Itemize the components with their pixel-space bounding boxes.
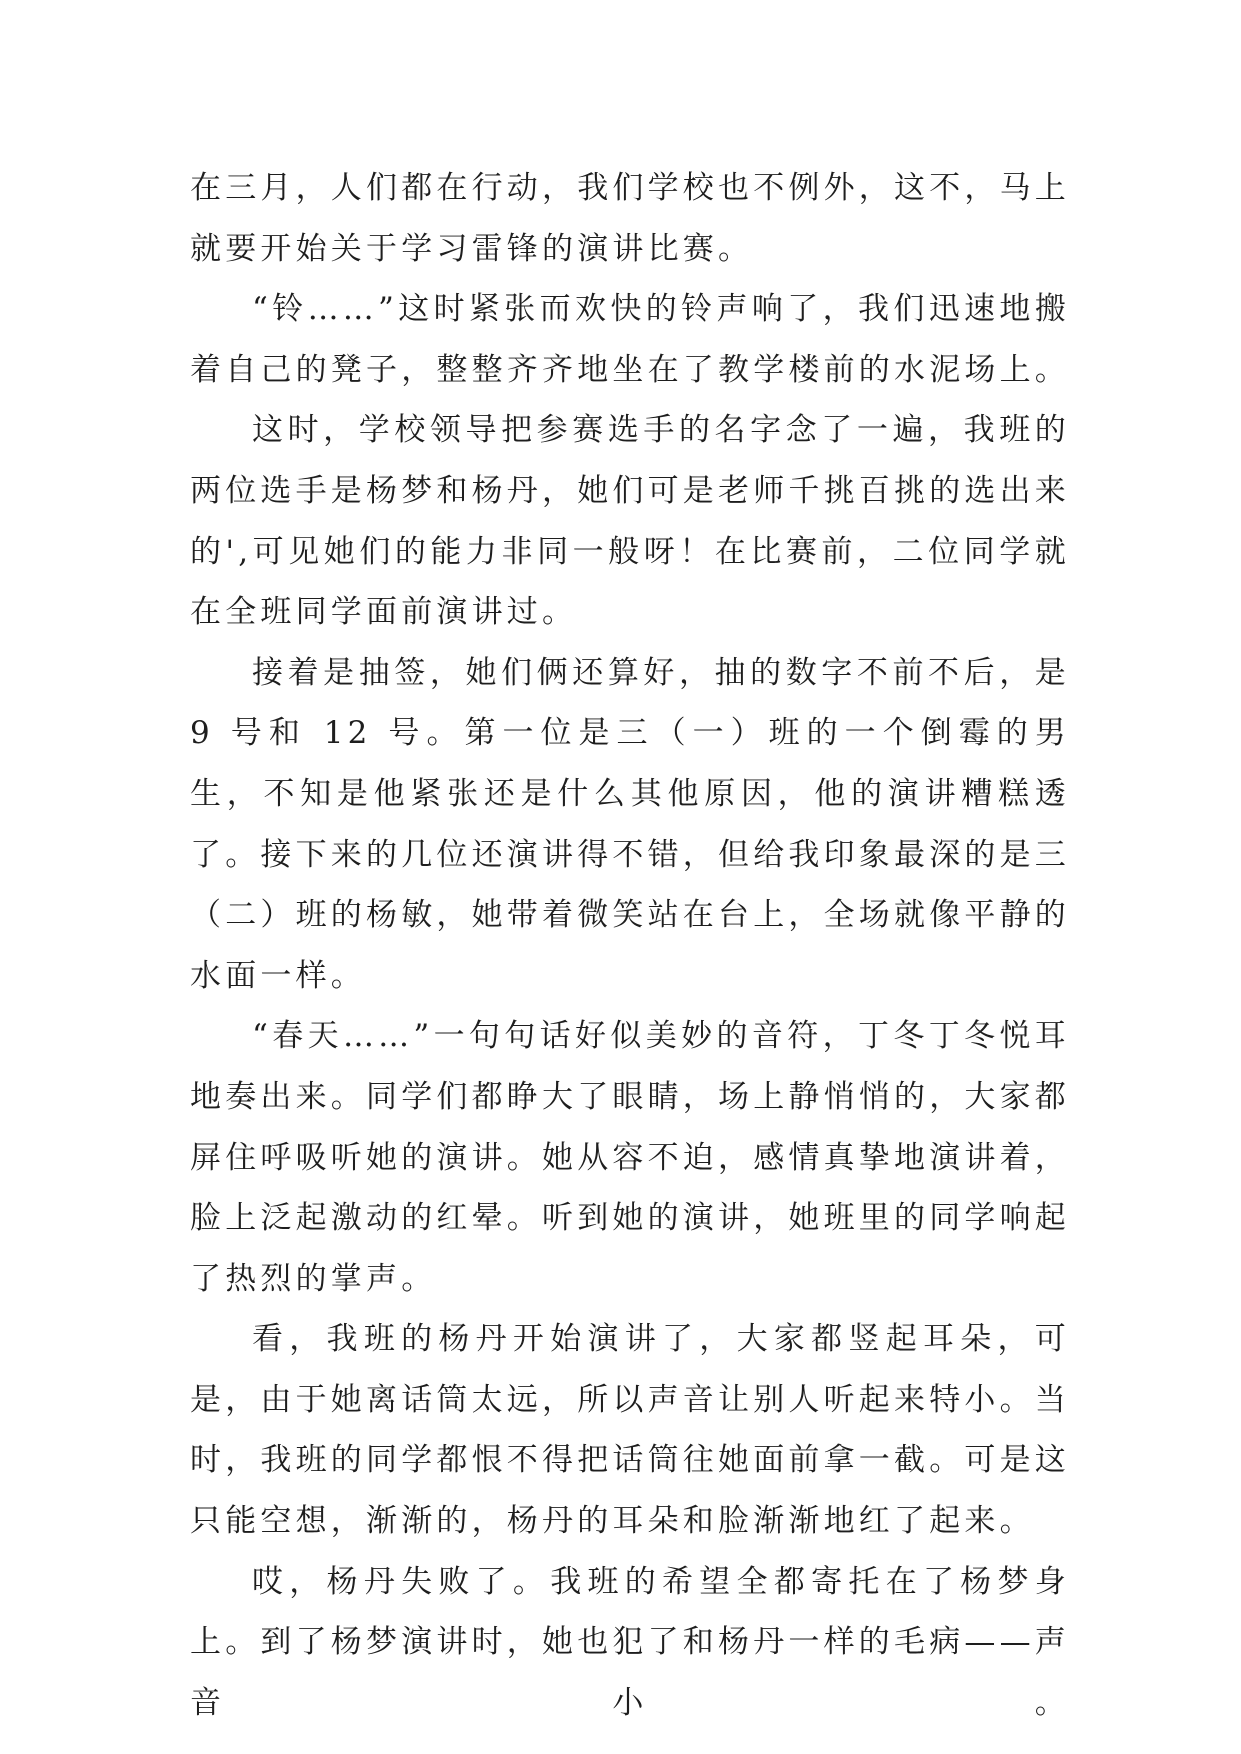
paragraph-3: 这时，学校领导把参赛选手的名字念了一遍，我班的两位选手是杨梦和杨丹，她们可是老师千挑百挑的选出来的',可见她们的能力非同一般呀！在比赛前，二位同学就在全班同学面前演讲过。 [190,412,1070,631]
paragraph-4: 接着是抽签，她们俩还算好，抽的数字不前不后，是 9 号和 12 号。第一位是三（一）班的一个倒霉的男生，不知是他紧张还是什么其他原因，他的演讲糟糕透了。接下来的几位还演讲得不错，但给我印象最深的是三（二）班的杨敏，她带着微笑站在台上，全场就像平静的水面一样。 [190,654,1070,994]
paragraph-5: “春天……”一句句话好似美妙的音符，丁冬丁冬悦耳地奏出来。同学们都睁大了眼睛，场上静悄悄的，大家都屏住呼吸听她的演讲。她从容不迫，感情真挚地演讲着，脸上泛起激动的红晕。听到她的演讲，她班里的同学响起了热烈的掌声。 [190,1018,1070,1297]
document-body [190,158,1070,1733]
paragraph-1: 在三月，人们都在行动，我们学校也不例外，这不，马上就要开始关于学习雷锋的演讲比赛。 [190,170,1070,267]
paragraph-7: 哎，杨丹失败了。我班的希望全都寄托在了杨梦身上。到了杨梦演讲时，她也犯了和杨丹一样的毛病——声音小。 [190,1563,1070,1721]
paragraph-2: “铃……”这时紧张而欢快的铃声响了，我们迅速地搬着自己的凳子，整整齐齐地坐在了教学楼前的水泥场上。 [190,291,1070,388]
paragraph-6: 看，我班的杨丹开始演讲了，大家都竖起耳朵，可是，由于她离话筒太远，所以声音让别人听起来特小。当时，我班的同学都恨不得把话筒往她面前拿一截。可是这只能空想，渐渐的，杨丹的耳朵和脸渐渐地红了起来。 [190,1321,1070,1540]
